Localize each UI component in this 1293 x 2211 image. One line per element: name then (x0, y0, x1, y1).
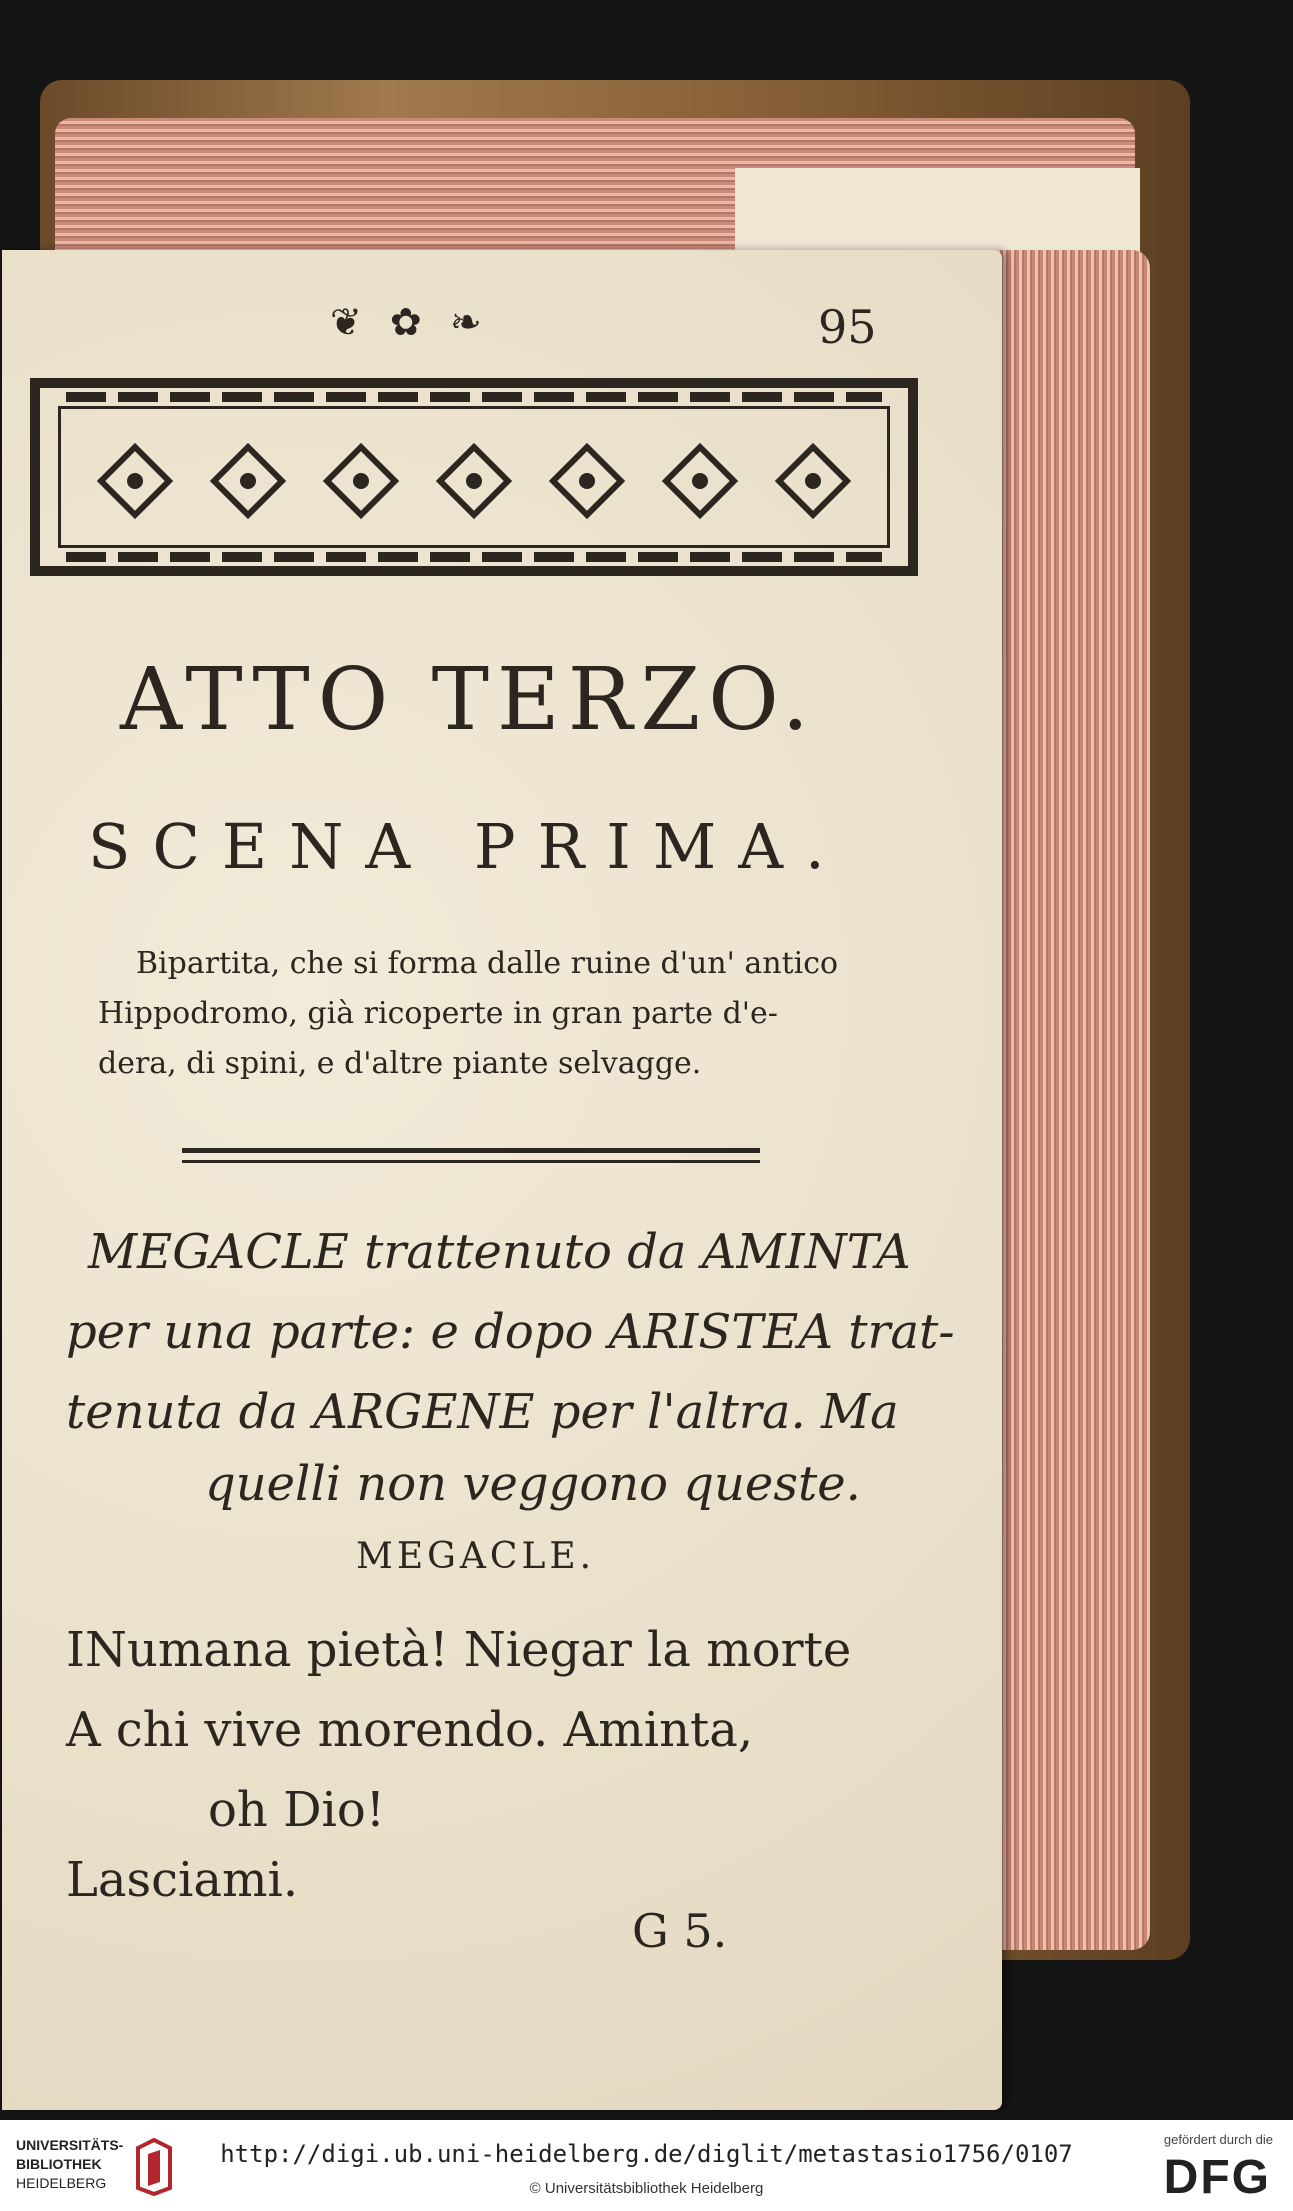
dfg-logo[interactable]: DFG (1163, 2151, 1271, 2204)
rosette-icon (439, 446, 509, 516)
page-edges-right (1000, 250, 1150, 1950)
rosette-icon (213, 446, 283, 516)
page-number: 95 (818, 300, 877, 354)
cast-line: tenuta da ARGENE per l'altra. Ma (66, 1384, 899, 1440)
decorative-border-ornament (30, 378, 918, 576)
stage-direction-line: dera, di spini, e d'altre piante selvagge. (98, 1046, 702, 1081)
divider-rule (182, 1148, 760, 1153)
rosette-icon (100, 446, 170, 516)
ornament-band-bottom (66, 552, 882, 562)
header-ornament: ❦ ✿ ❧ (330, 300, 490, 344)
stage-direction-line: Hippodromo, già ricoperte in gran parte d'e- (98, 996, 778, 1031)
rosette-icon (778, 446, 848, 516)
rosette-icon (552, 446, 622, 516)
rosette-icon (665, 446, 735, 516)
viewer-footer (0, 2120, 1293, 2211)
cast-line: per una parte: e dopo ARISTEA trat- (66, 1304, 955, 1360)
rosette-icon (326, 446, 396, 516)
verse-line: Lasciami. (66, 1852, 299, 1908)
verse-line: A chi vive morendo. Aminta, (66, 1702, 754, 1758)
library-name-line: UNIVERSITÄTS- (16, 2137, 124, 2153)
ornament-band-top (66, 392, 882, 402)
library-name-line: HEIDELBERG (16, 2175, 107, 2191)
library-name-line: BIBLIOTHEK (16, 2156, 102, 2172)
signature-mark: G 5. (632, 1904, 728, 1958)
stage-direction-line: Bipartita, che si forma dalle ruine d'un' antico (136, 946, 839, 981)
verse-line: oh Dio! (208, 1782, 386, 1838)
scene-title: SCENA PRIMA. (88, 810, 847, 883)
funding-note: gefördert durch die (1163, 2132, 1273, 2147)
permalink-url[interactable]: http://digi.ub.uni-heidelberg.de/diglit/metastasio1756/0107 (220, 2140, 1073, 2168)
divider-rule (182, 1160, 760, 1163)
cast-line: quelli non veggono queste. (205, 1456, 861, 1512)
verse-line: INumana pietà! Niegar la morte (66, 1622, 852, 1678)
act-title: ATTO TERZO. (120, 650, 818, 750)
speaker-name: MEGACLE. (356, 1536, 596, 1577)
cast-line: MEGACLE trattenuto da AMINTA (88, 1224, 911, 1280)
ornament-rosettes (100, 436, 848, 526)
copyright-notice: © Universitätsbibliothek Heidelberg (529, 2180, 764, 2197)
